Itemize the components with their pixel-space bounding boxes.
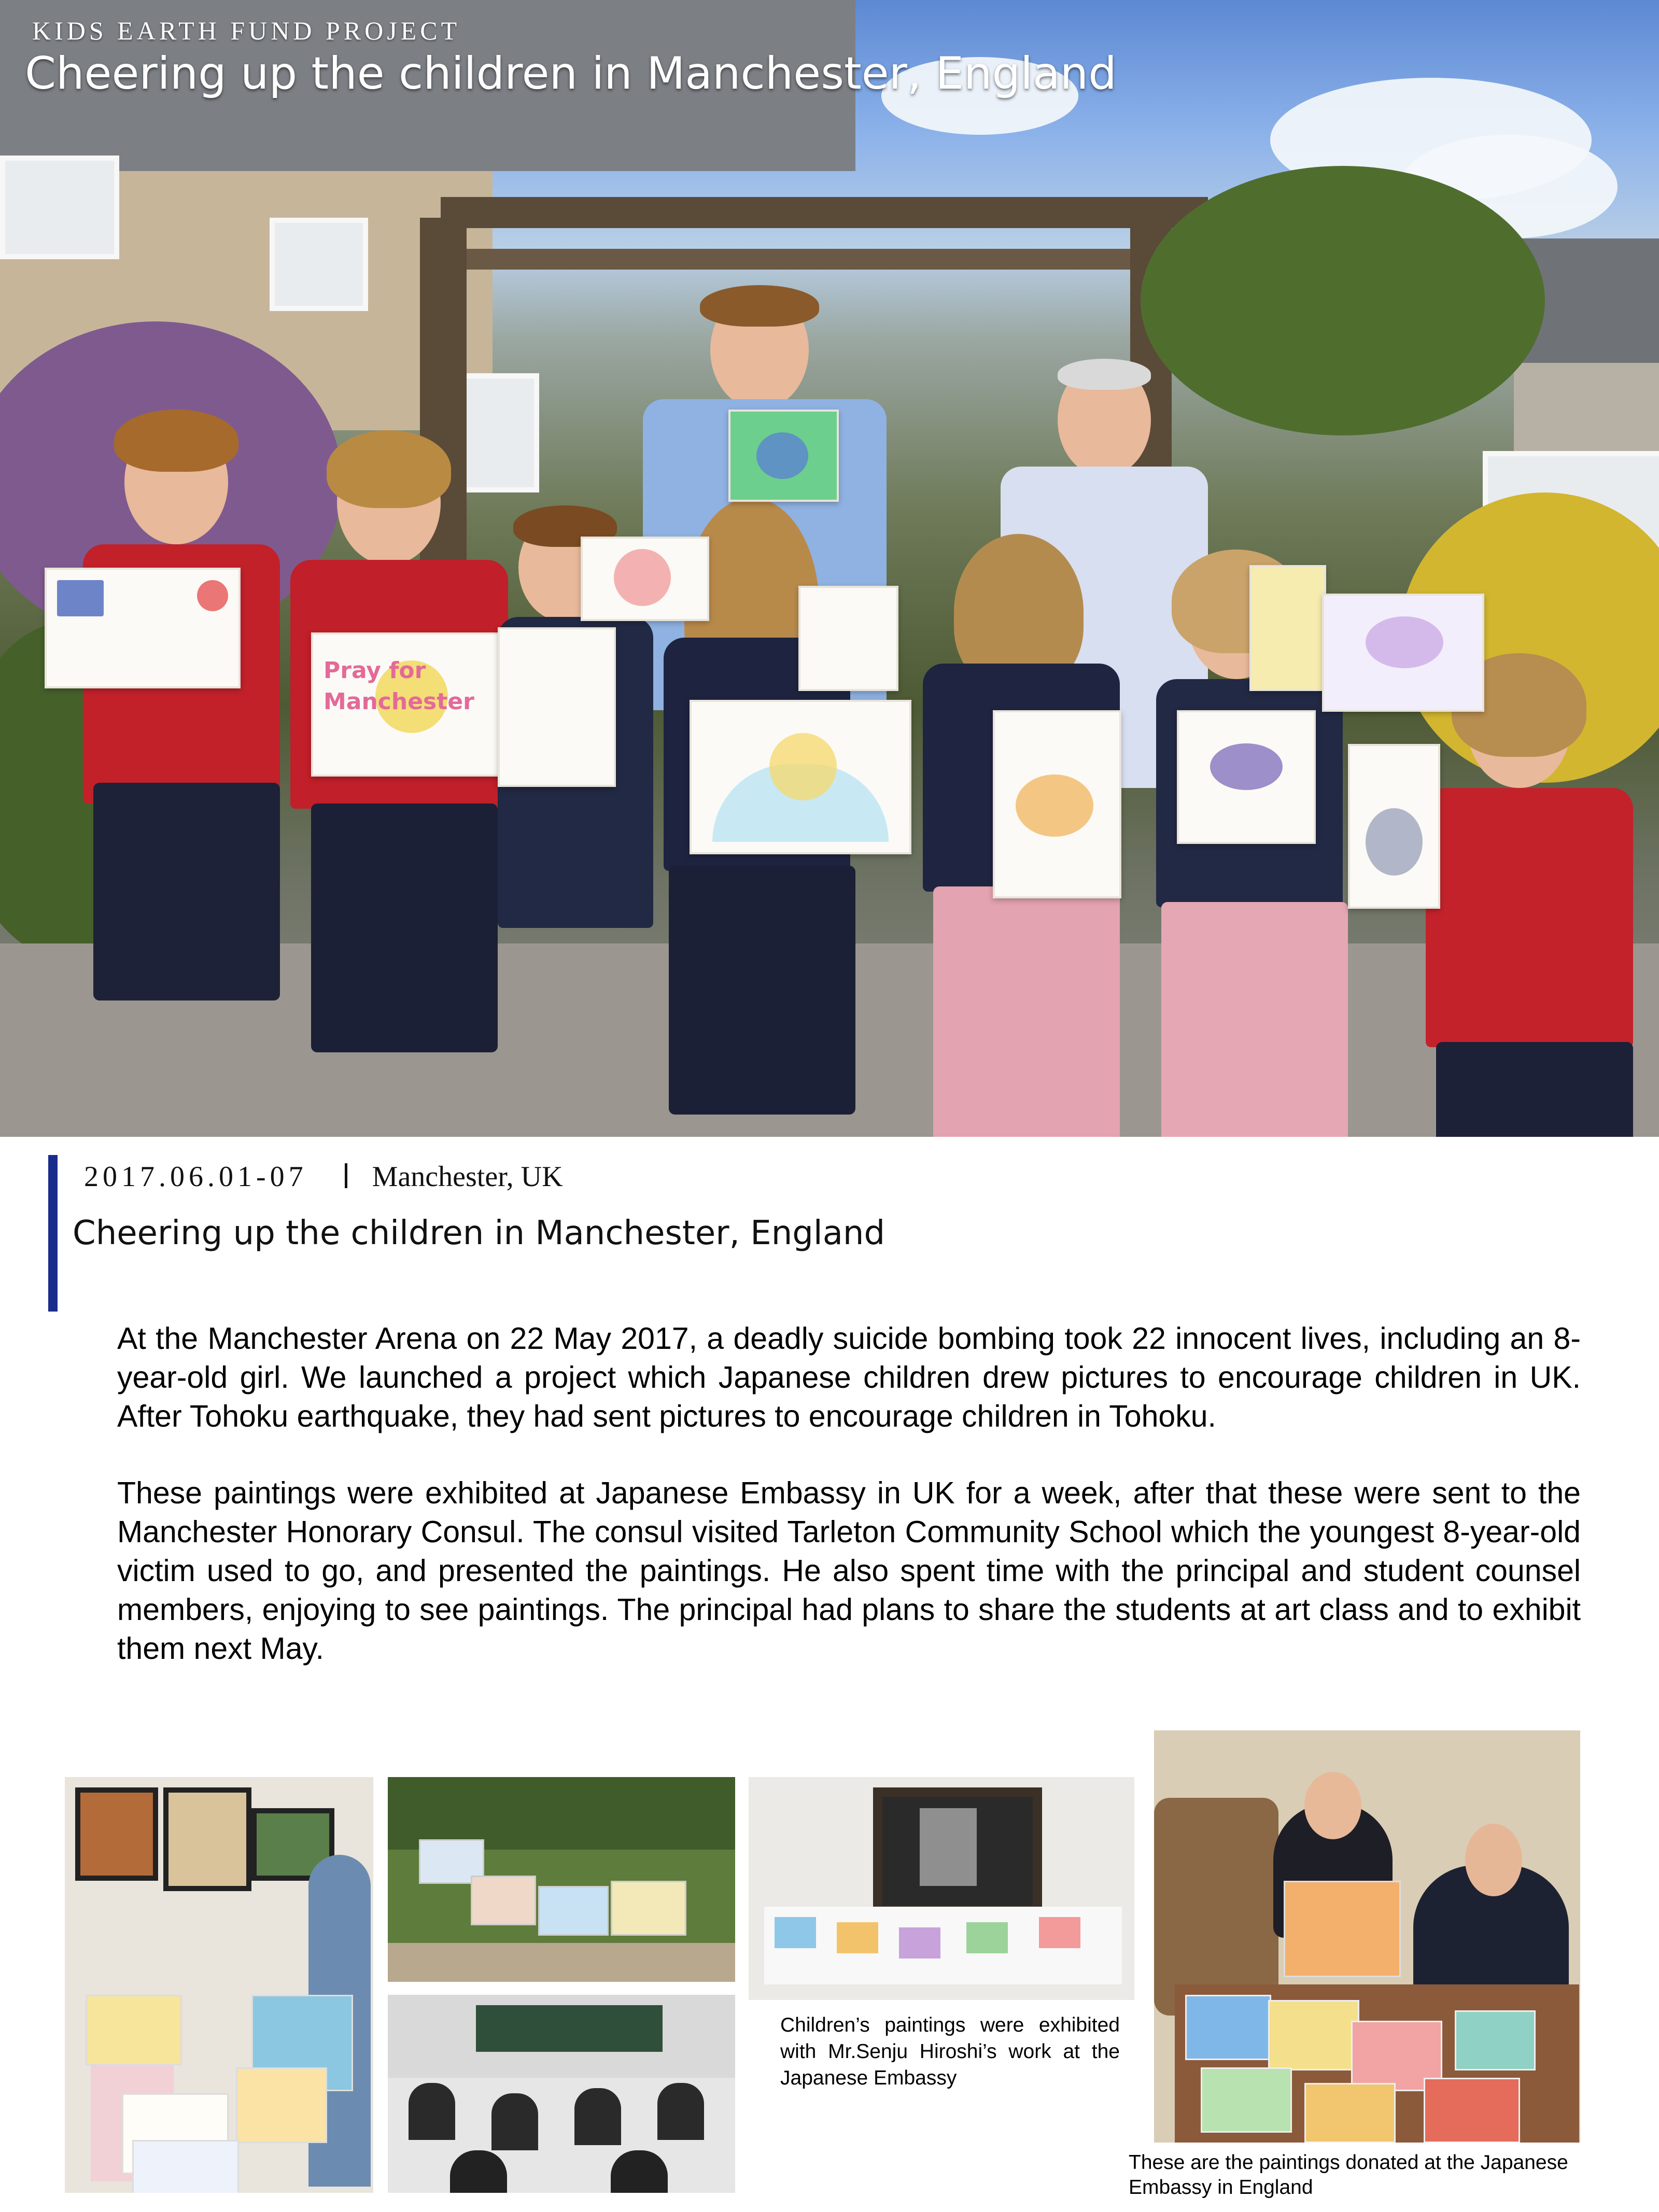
body-paragraph: At the Manchester Arena on 22 May 2017, a deadly suicide bombing took 22 innocent lives, including an 8-year-old girl. We launched a project which Japanese children drew pictures to encourage children in UK. After Tohoku earthquake, they had sent pictures to encourage children in Tohoku. <box>117 1321 1581 1433</box>
photo-children-outdoors <box>388 1777 735 1982</box>
photo-donated-paintings <box>1154 1730 1580 2143</box>
event-location: Manchester, UK <box>372 1161 563 1193</box>
event-date: 2017.06.01-07 <box>84 1161 307 1193</box>
article-title: Cheering up the children in Manchester, England <box>73 1214 885 1252</box>
body-paragraph: These paintings were exhibited at Japanese Embassy in UK for a week, after that these were sent to the Manchester Honorary Consul. The consul visited Tarleton Community School which the youngest 8-year-old victim used to go, and presented the paintings. He also spent time with the principal and student counsel members, enjoying to see paintings. The principal had plans to share the students at art class and to exhibit them next May. <box>117 1476 1581 1666</box>
photo-classroom <box>388 1995 735 2193</box>
date-location-line <box>84 1160 563 1193</box>
pray-for-manchester-painting-text: Pray for Manchester <box>324 657 474 715</box>
photo-embassy-exhibit <box>749 1777 1134 2000</box>
hero-title: Cheering up the children in Manchester, England <box>25 48 1117 100</box>
accent-bar <box>48 1155 58 1312</box>
caption-embassy-exhibit: Children’s paintings were exhibited with Mr.Senju Hiroshi’s work at the Japanese Embassy <box>780 2014 1120 2089</box>
separator <box>345 1163 347 1188</box>
caption-donated-paintings: These are the paintings donated at the Japanese Embassy in England <box>1129 2151 1568 2199</box>
project-label: KIDS EARTH FUND PROJECT <box>32 16 461 45</box>
photo-children-gallery <box>65 1777 373 2193</box>
